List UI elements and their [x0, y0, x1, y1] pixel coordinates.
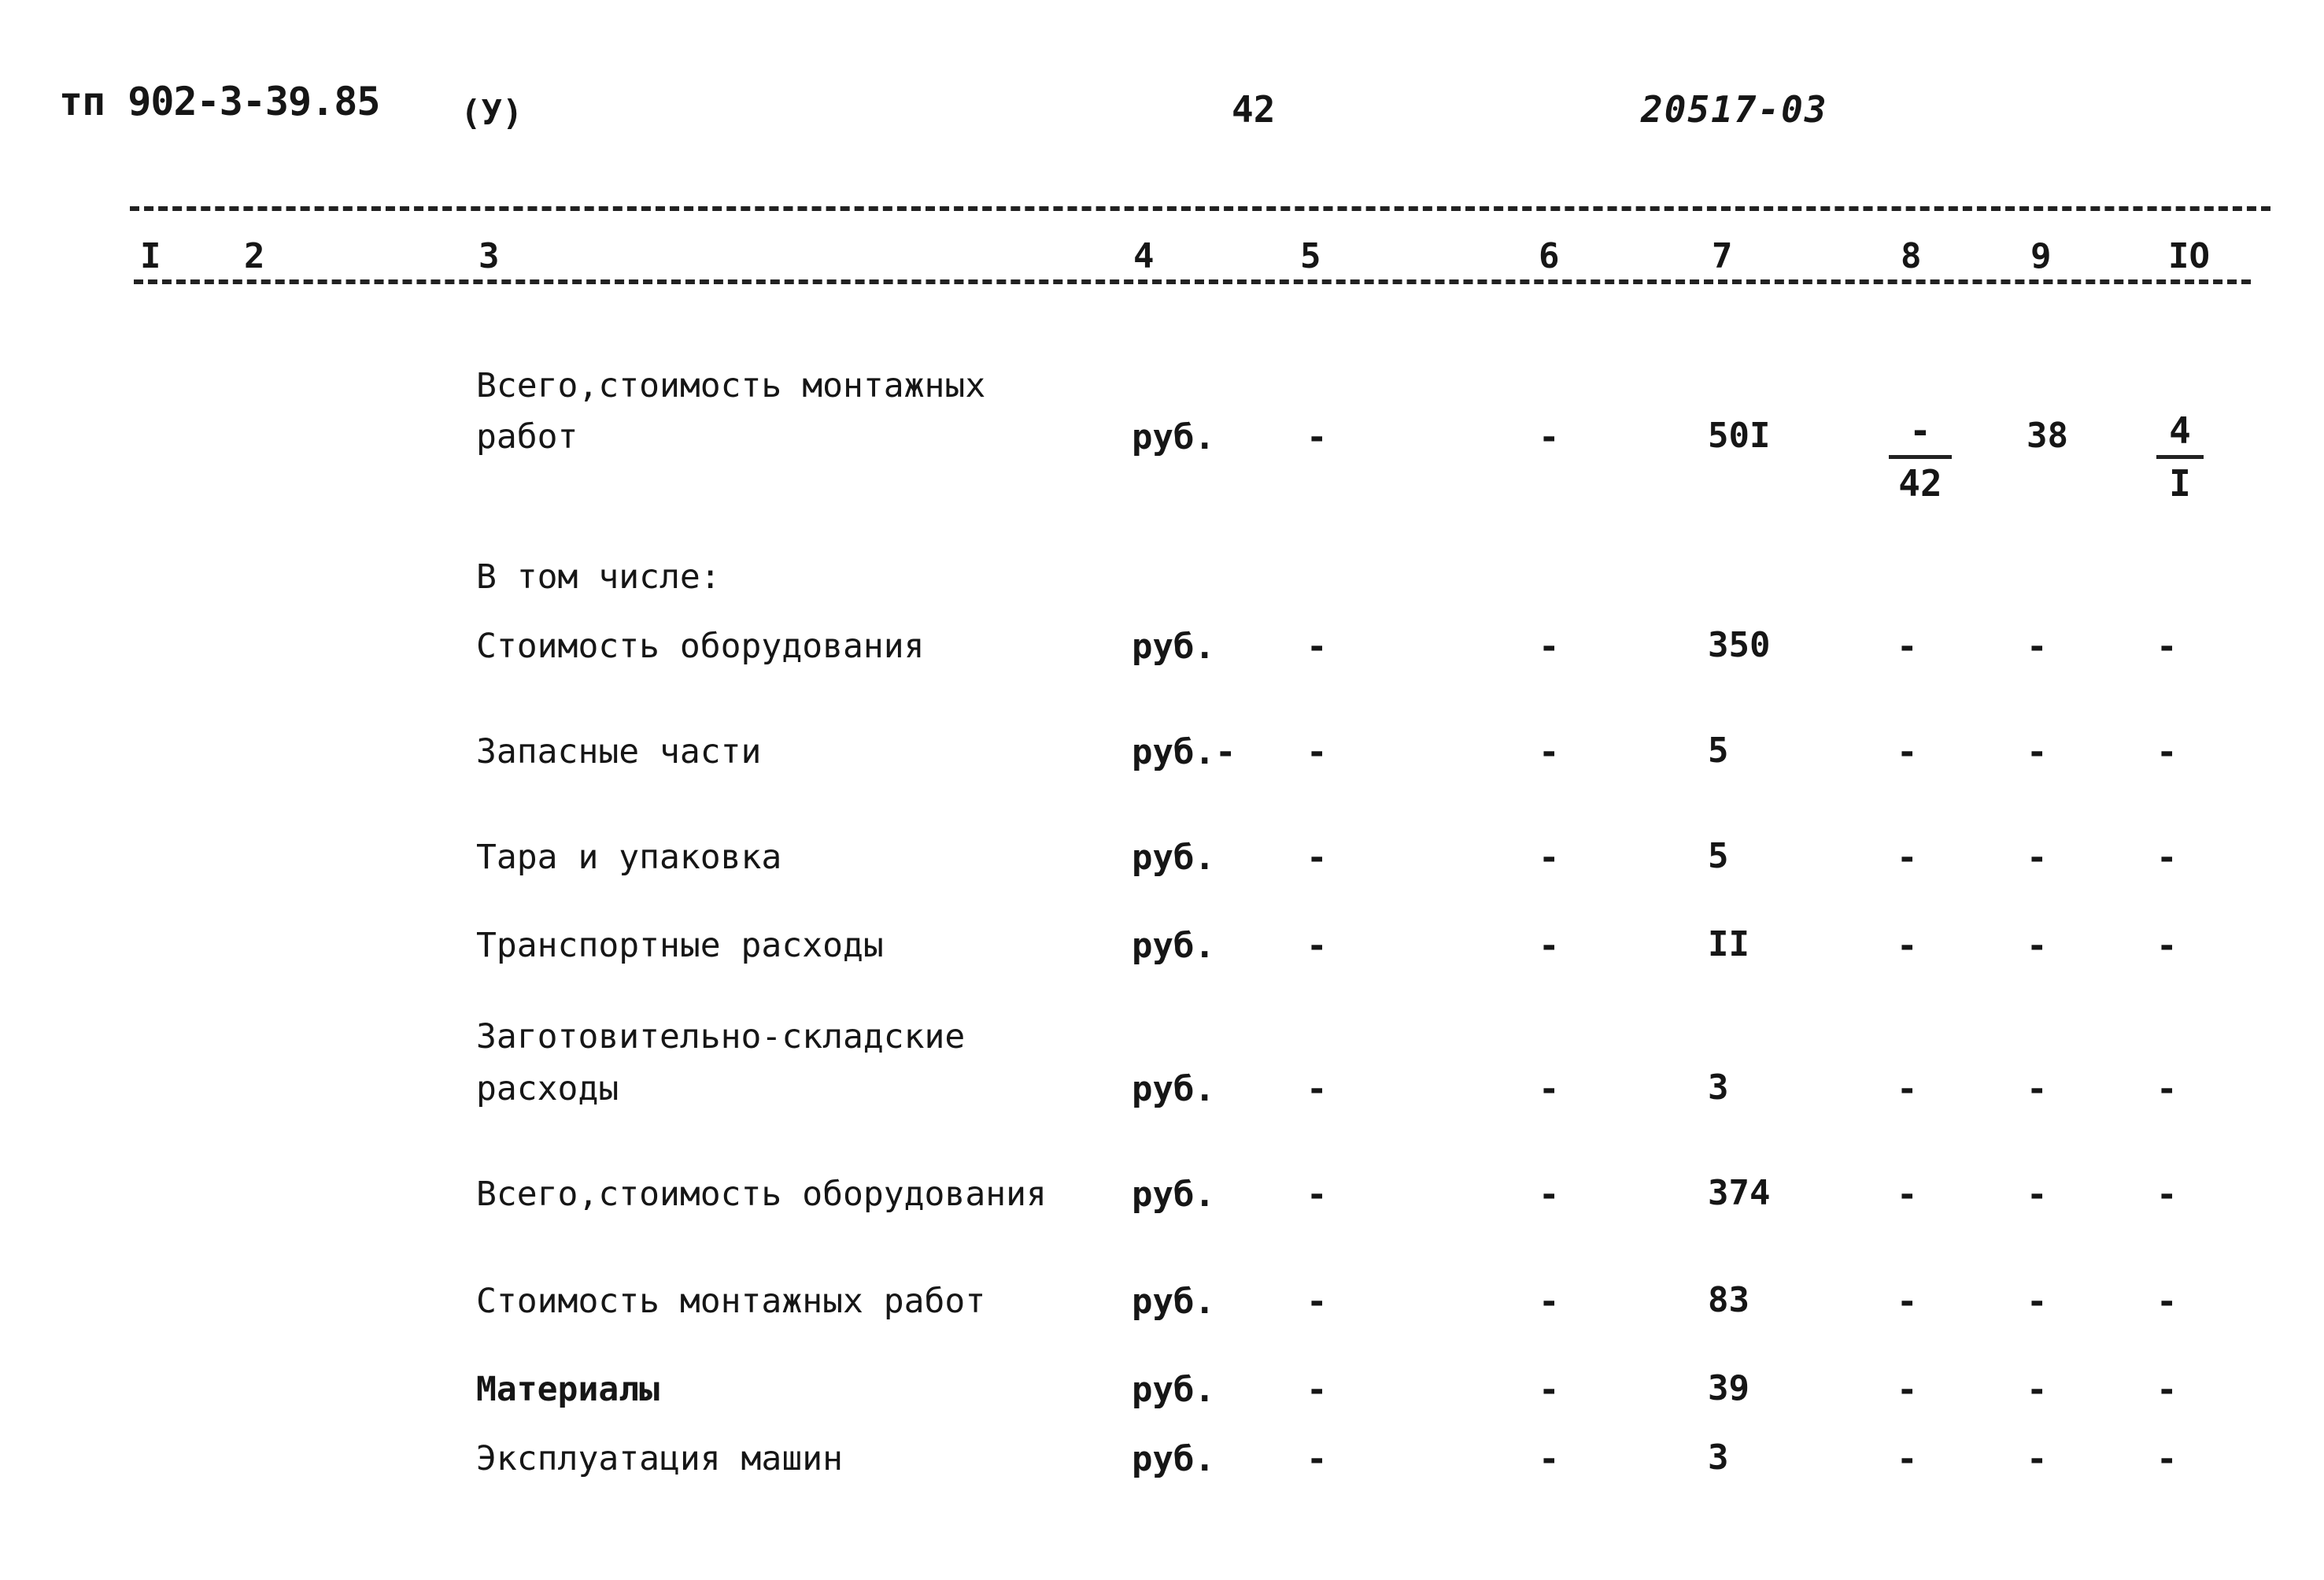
cell-col8: -	[1897, 627, 1918, 667]
row-label: Стоимость оборудования	[476, 627, 925, 666]
column-number: IO	[2168, 236, 2210, 276]
cell-col6: -	[1539, 1439, 1560, 1479]
cell-col7: 3	[1708, 1068, 1729, 1108]
cell-col6: -	[1539, 1175, 1560, 1215]
column-number: 5	[1300, 236, 1321, 276]
cell-col10: -	[2156, 926, 2178, 966]
column-number: 3	[478, 236, 500, 276]
cell-col8: -	[1897, 1175, 1918, 1215]
cell-col8: -	[1897, 1370, 1918, 1410]
cell-col6: -	[1539, 926, 1560, 966]
unit-cell: руб.	[1132, 926, 1215, 966]
column-number: 9	[2030, 236, 2052, 276]
cell-col10: -	[2156, 1175, 2178, 1215]
cell-col5: -	[1306, 1282, 1328, 1322]
page-number: 42	[1232, 88, 1276, 131]
cell-col7: 83	[1708, 1280, 1749, 1320]
cell-col7: 374	[1708, 1173, 1771, 1213]
column-number: 2	[244, 236, 265, 276]
cell-col9: -	[2027, 732, 2048, 772]
cell-col5: -	[1306, 1370, 1328, 1410]
cell-col6: -	[1539, 417, 1560, 457]
row-label: Всего,стоимость оборудования	[476, 1175, 1047, 1214]
fraction-bar	[2156, 455, 2204, 459]
cell-col7: 5	[1708, 731, 1729, 771]
cell-col9: -	[2027, 627, 2048, 667]
column-number: 6	[1539, 236, 1560, 276]
unit-cell: руб.	[1132, 1370, 1215, 1410]
cell-col6: -	[1539, 1370, 1560, 1410]
unit-cell: руб.	[1132, 1069, 1215, 1109]
cell-col7: 39	[1708, 1368, 1749, 1408]
cell-col10: -	[2156, 627, 2178, 667]
cell-col10: -	[2156, 732, 2178, 772]
cell-col9: -	[2027, 1439, 2048, 1479]
unit-cell: руб.	[1132, 1282, 1215, 1322]
cell-col7: 5	[1708, 836, 1729, 876]
column-number: 4	[1133, 236, 1155, 276]
row-label: Заготовительно-складские	[476, 1017, 966, 1056]
subheading: В том числе:	[476, 557, 721, 597]
row-label: Материалы	[476, 1370, 660, 1409]
cell-col8: -	[1897, 1439, 1918, 1479]
row-label: Транспортные расходы	[476, 926, 884, 965]
column-number: I	[140, 236, 161, 276]
row-label: Всего,стоимость монтажных	[476, 366, 986, 405]
fraction-denominator: I	[2169, 462, 2191, 505]
cell-col8: -	[1897, 1069, 1918, 1109]
cell-col10: -	[2156, 1439, 2178, 1479]
cell-col9: -	[2027, 1175, 2048, 1215]
unit-cell: руб.-	[1132, 732, 1236, 772]
fraction-bar	[1889, 455, 1952, 459]
cell-col7: II	[1708, 924, 1749, 964]
cell-col6: -	[1539, 838, 1560, 878]
cell-col5: -	[1306, 627, 1328, 667]
unit-cell: руб.	[1132, 1439, 1215, 1479]
cell-col10: -	[2156, 1370, 2178, 1410]
fraction-numerator: 4	[2169, 409, 2191, 452]
cell-col8: -	[1897, 838, 1918, 878]
cell-col9: -	[2027, 1282, 2048, 1322]
fraction-denominator: 42	[1898, 462, 1942, 505]
cell-col8-fraction	[1889, 409, 1952, 505]
cell-col6: -	[1539, 627, 1560, 667]
unit-cell: руб.	[1132, 627, 1215, 667]
document-code: тп 902-3-39.85	[59, 79, 380, 124]
unit-cell: руб.	[1132, 1175, 1215, 1215]
cell-col5: -	[1306, 926, 1328, 966]
cell-col10: -	[2156, 1282, 2178, 1322]
row-label: Стоимость монтажных работ	[476, 1282, 986, 1321]
row-label: расходы	[476, 1069, 619, 1108]
unit-cell: руб.	[1132, 417, 1215, 457]
cell-col8: -	[1897, 732, 1918, 772]
document-number: 20517-03	[1641, 88, 1828, 131]
cell-col5: -	[1306, 838, 1328, 878]
cell-col5: -	[1306, 417, 1328, 457]
row-label: Эксплуатация машин	[476, 1439, 843, 1478]
cell-col9: 38	[2027, 416, 2068, 456]
cell-col9: -	[2027, 926, 2048, 966]
cell-col9: -	[2027, 1370, 2048, 1410]
cell-col8: -	[1897, 1282, 1918, 1322]
cell-col7: 350	[1708, 625, 1771, 665]
cell-col9: -	[2027, 838, 2048, 878]
cell-col6: -	[1539, 1069, 1560, 1109]
cell-col8: -	[1897, 926, 1918, 966]
column-number: 8	[1901, 236, 1922, 276]
row-label: Запасные части	[476, 732, 762, 771]
cell-col7: 50I	[1708, 416, 1771, 456]
cell-col10-fraction	[2156, 409, 2204, 505]
table-header-rule	[134, 279, 2251, 284]
cell-col5: -	[1306, 1069, 1328, 1109]
row-label: Тара и упаковка	[476, 838, 782, 877]
table-top-rule	[130, 206, 2270, 211]
cell-col5: -	[1306, 732, 1328, 772]
column-number: 7	[1712, 236, 1733, 276]
cell-col10: -	[2156, 1069, 2178, 1109]
cell-col5: -	[1306, 1175, 1328, 1215]
fraction-numerator: -	[1909, 409, 1931, 452]
cell-col6: -	[1539, 732, 1560, 772]
unit-cell: руб.	[1132, 838, 1215, 878]
cell-col10: -	[2156, 838, 2178, 878]
cell-col6: -	[1539, 1282, 1560, 1322]
cell-col9: -	[2027, 1069, 2048, 1109]
row-label: работ	[476, 417, 578, 457]
cell-col7: 3	[1708, 1438, 1729, 1478]
cell-col5: -	[1306, 1439, 1328, 1479]
document-mark: (У)	[460, 93, 523, 133]
